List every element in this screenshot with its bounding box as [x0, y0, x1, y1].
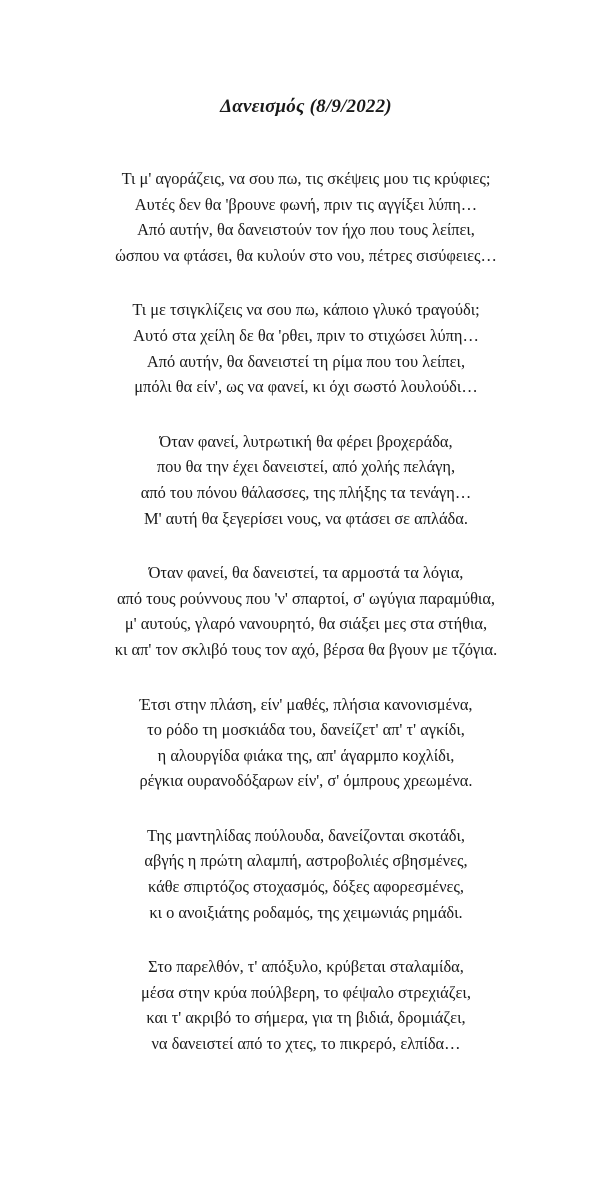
poem-line: Από αυτήν, θα δανειστεί τη ρίμα που του λείπει, [146, 351, 466, 371]
stanza-5 [0, 692, 612, 794]
poem-line: το ρόδο τη μοσκιάδα του, δανείζετ' απ' τ' αγκίδι, [147, 720, 465, 740]
poem-line: κάθε σπιρτόζος στοχασμός, δόξες αφορεσμένες, [148, 877, 464, 897]
stanza-4 [0, 560, 612, 662]
poem-line: μπόλι θα είν', ως να φανεί, κι όχι σωστό λουλούδι… [134, 377, 478, 397]
poem-line: η αλουργίδα φιάκα της, απ' άγαρμπο κοχλίδι, [157, 745, 455, 765]
stanza-1 [0, 166, 612, 268]
poem-line: ώσπου να φτάσει, θα κυλούν στο νου, πέτρες σισύφειες… [115, 245, 497, 265]
stanza-6 [0, 823, 612, 925]
poem-line: μ' αυτούς, γλαρό νανουρητό, θα σιάξει μες στα στήθια, [124, 614, 488, 634]
poem-line: αβγής η πρώτη αλαμπή, αστροβολιές σβησμένες, [144, 851, 468, 871]
stanza-3 [0, 429, 612, 531]
stanza-7 [0, 954, 612, 1056]
poem-line: Όταν φανεί, λυτρωτική θα φέρει βροχεράδα, [159, 431, 453, 451]
poem-line: από τους ρούννους που 'ν' σπαρτοί, σ' ωγύγια παραμύθια, [116, 588, 496, 608]
poem-line: Όταν φανεί, θα δανειστεί, τα αρμοστά τα λόγια, [148, 563, 464, 583]
poem-line: μέσα στην κρύα πούλβερη, το φέψαλο στρεχιάζει, [141, 982, 471, 1002]
poem-line: Της μαντηλίδας πούλουδα, δανείζονται σκοτάδι, [147, 825, 465, 845]
poem-line: Αυτό στα χείλη δε θα 'ρθει, πριν το στιχώσει λύπη… [133, 325, 479, 345]
poem-line: ρέγκια ουρανοδόξαρων είν', σ' όμπρους χρεωμένα. [139, 771, 473, 791]
poem-line: Από αυτήν, θα δανειστούν τον ήχο που τους λείπει, [137, 220, 475, 240]
poem-line: κι απ' τον σκλιβό τους τον αχό, βέρσα θα βγουν με τζόγια. [114, 639, 498, 659]
poem-line: Έτσι στην πλάση, είν' μαθές, πλήσια κανονισμένα, [139, 694, 473, 714]
poem-line: κι ο ανοιξιάτης ροδαμός, της χειμωνιάς ρημάδι. [149, 902, 463, 922]
poem-line: να δανειστεί από το χτες, το πικρερό, ελπίδα… [151, 1034, 461, 1054]
poem-title: Δανεισμός (8/9/2022) [220, 96, 392, 117]
poem-line: Αυτές δεν θα 'βρουνε φωνή, πριν τις αγγίξει λύπη… [134, 194, 478, 214]
poem-line: από του πόνου θάλασσες, της πλήξης τα τενάγη… [140, 482, 472, 502]
poem-line: που θα την έχει δανειστεί, από χολής πελάγη, [156, 457, 456, 477]
poem-line: Στο παρελθόν, τ' απόξυλο, κρύβεται σταλαμίδα, [148, 957, 464, 977]
poem-line: Τι με τσιγκλίζεις να σου πω, κάποιο γλυκό τραγούδι; [132, 300, 480, 320]
stanza-2 [0, 297, 612, 399]
poem-body [0, 166, 612, 1086]
poem-line: Τι μ' αγοράζεις, να σου πω, τις σκέψεις μου τις κρύφιες; [121, 169, 491, 188]
poem-line: Μ' αυτή θα ξεγερίσει νους, να φτάσει σε απλάδα. [144, 508, 468, 528]
poem-line: και τ' ακριβό το σήμερα, για τη βιδιά, δρομιάζει, [146, 1008, 466, 1028]
